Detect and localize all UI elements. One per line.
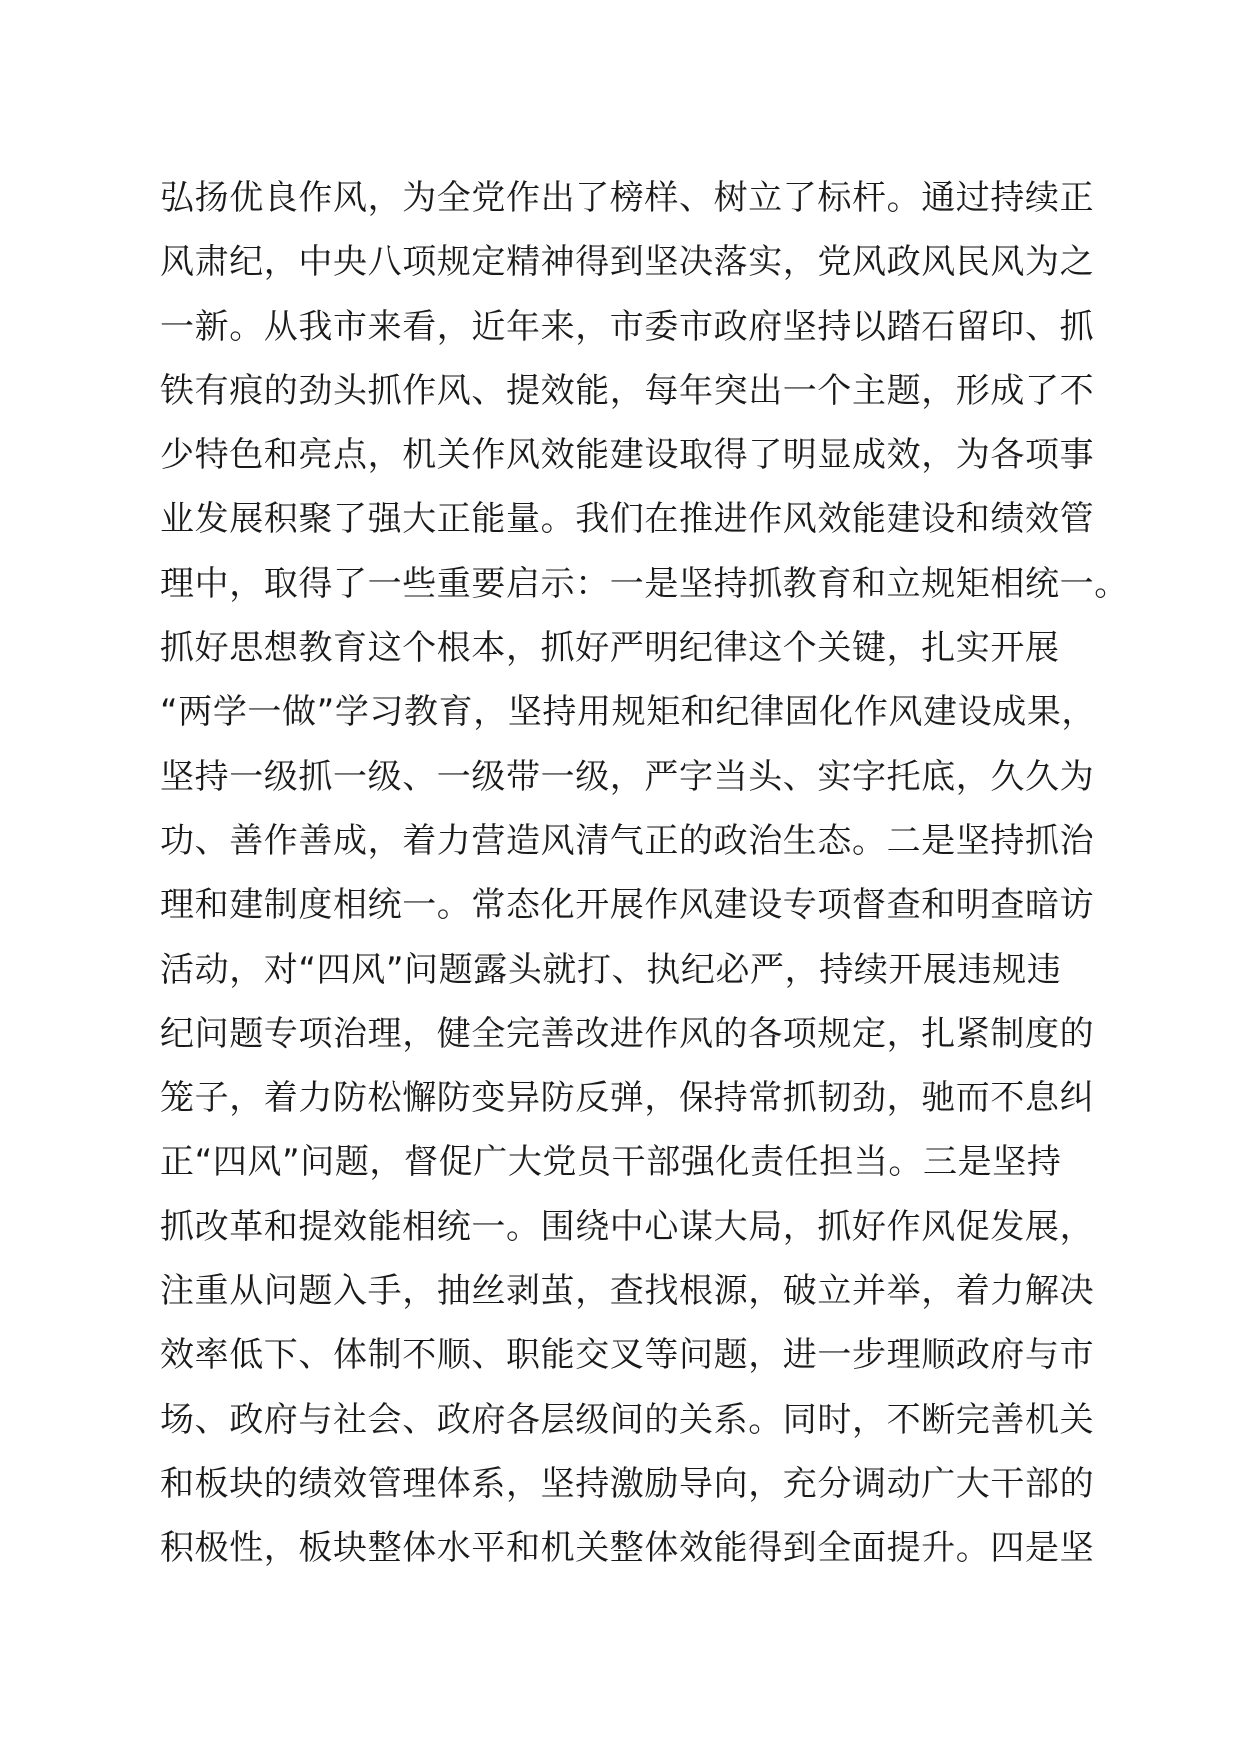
text-line: 少特色和亮点，机关作风效能建设取得了明显成效，为各项事 [160,435,1095,476]
text-line: 注重从问题入手，抽丝剥茧，查找根源，破立并举，着力解决 [160,1271,1095,1312]
text-line: 积极性，板块整体水平和机关整体效能得到全面提升。四是坚 [160,1528,1095,1569]
text-line: 坚持一级抓一级、一级带一级，严字当头、实字托底，久久为 [160,756,1095,797]
text-line: 笼子，着力防松懈防变异防反弹，保持常抓韧劲，驰而不息纠 [160,1078,1095,1119]
body-paragraph [160,166,1129,1581]
text-line: 风肃纪，中央八项规定精神得到坚决落实，党风政风民风为之 [160,242,1095,283]
text-line: 功、善作善成，着力营造风清气正的政治生态。二是坚持抓治 [160,820,1095,861]
text-line: “两学一做”学习教育，坚持用规矩和纪律固化作风建设成果， [160,692,1097,733]
text-line: 和板块的绩效管理体系，坚持激励导向，充分调动广大干部的 [160,1463,1095,1504]
text-line: 纪问题专项治理，健全完善改进作风的各项规定，扎紧制度的 [160,1013,1095,1054]
text-line: 场、政府与社会、政府各层级间的关系。同时，不断完善机关 [160,1399,1095,1440]
text-line: 弘扬优良作风，为全党作出了榜样、树立了标杆。通过持续正 [160,178,1095,218]
text-line: 铁有痕的劲头抓作风、提效能，每年突出一个主题，形成了不 [160,370,1095,411]
text-line: 业发展积聚了强大正能量。我们在推进作风效能建设和绩效管 [160,499,1095,540]
text-line: 一新。从我市来看，近年来，市委市政府坚持以踏石留印、抓 [160,306,1095,347]
text-line: 正“四风”问题，督促广大党员干部强化责任担当。三是坚持 [160,1142,1062,1183]
text-line: 抓改革和提效能相统一。围绕中心谋大局，抓好作风促发展， [160,1206,1095,1247]
text-line: 理中，取得了一些重要启示：一是坚持抓教育和立规矩相统一。 [160,563,1129,604]
text-line: 理和建制度相统一。常态化开展作风建设专项督查和明查暗访 [160,885,1095,926]
text-line: 活动，对“四风”问题露头就打、执纪必严，持续开展违规违 [160,949,1062,990]
text-line: 抓好思想教育这个根本，抓好严明纪律这个关键，扎实开展 [160,628,1060,669]
text-line: 效率低下、体制不顺、职能交叉等问题，进一步理顺政府与市 [160,1335,1095,1376]
